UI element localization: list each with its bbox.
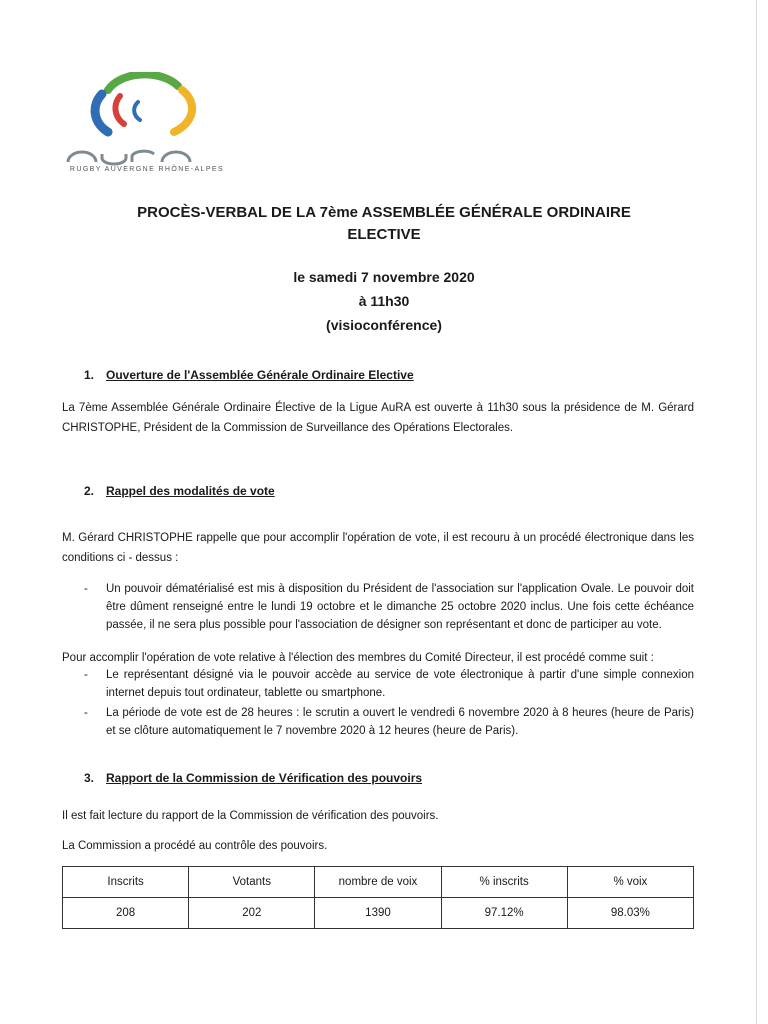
section-3-heading	[84, 771, 422, 785]
bullet-dash: -	[84, 583, 88, 595]
list-item	[62, 666, 694, 702]
cell-votants: 202	[189, 898, 315, 929]
list-item	[62, 704, 694, 740]
bullet-text: Le représentant désigné via le pouvoir accède au service de vote électronique à partir d'une simple connexion internet depuis tout ordinateur, tablette ou smartphone.	[106, 669, 694, 699]
bullet-dash: -	[84, 707, 88, 719]
section-3-title: Rapport de la Commission de Vérification des pouvoirs	[106, 771, 423, 785]
powers-table	[62, 866, 694, 929]
voting-proxy-list	[62, 580, 694, 636]
logo-tagline: RUGBY AUVERGNE RHÔNE-ALPES	[69, 166, 225, 173]
bullet-text: La période de vote est de 28 heures : le scrutin a ouvert le vendredi 6 novembre 2020 à 8 heures (heure de Paris) et se clôture automatiquement le 7 novembre 2020 à 12 heures (heure de Paris).	[106, 707, 694, 737]
section-1-title: Ouverture de l'Assemblée Générale Ordinaire Elective	[106, 368, 414, 382]
section-1-heading	[84, 368, 414, 382]
table-row	[63, 898, 694, 929]
cell-pct-voix: 98.03%	[567, 898, 693, 929]
header-pct-voix: % voix	[567, 867, 693, 898]
meeting-info	[60, 265, 708, 337]
title-line-1: PROCÈS-VERBAL DE LA 7ème ASSEMBLÉE GÉNÉRALE ORDINAIRE	[137, 204, 631, 221]
section-3-para-1: Il est fait lecture du rapport de la Commission de vérification des pouvoirs.	[62, 810, 439, 822]
section-1-body: La 7ème Assemblée Générale Ordinaire Élective de la Ligue AuRA est ouverte à 11h30 sous la présidence de M. Gérard CHRISTOPHE, Président de la Commission de Surveillance des Opérations Electorales.	[62, 402, 694, 434]
header-inscrits: Inscrits	[63, 867, 189, 898]
aura-logo	[62, 72, 232, 182]
aura-logo-graphic	[62, 72, 232, 167]
table-header-row	[63, 867, 694, 898]
header-pct-inscrits: % inscrits	[441, 867, 567, 898]
title-line-2: ELECTIVE	[347, 226, 421, 243]
meeting-date: le samedi 7 novembre 2020	[293, 269, 475, 285]
scan-edge-line	[756, 0, 757, 1024]
header-nombre-de-voix: nombre de voix	[315, 867, 441, 898]
section-2-intro: M. Gérard CHRISTOPHE rappelle que pour accomplir l'opération de vote, il est recouru à un procédé électronique dans les conditions ci - dessus :	[62, 532, 694, 564]
section-1-number: 1.	[84, 368, 95, 382]
meeting-time: à 11h30	[358, 293, 410, 309]
document-title	[60, 202, 708, 246]
bullet-dash: -	[84, 669, 88, 681]
voting-procedure-list	[62, 666, 694, 742]
section-2-number: 2.	[84, 484, 95, 498]
bullet-text: Un pouvoir dématérialisé est mis à disposition du Président de l'association sur l'application Ovale. Le pouvoir doit être dûment renseigné entre le lundi 19 octobre et le dimanche 25 octobre 2020 inclus. Une fois cette échéance passée, il ne sera plus possible pour l'association de désigner son représentant et donc de participer au vote.	[106, 583, 694, 631]
section-2-title: Rappel des modalités de vote	[106, 484, 275, 498]
section-2-heading	[84, 484, 275, 498]
cell-pct-inscrits: 97.12%	[441, 898, 567, 929]
cell-nombre-de-voix: 1390	[315, 898, 441, 929]
header-votants: Votants	[189, 867, 315, 898]
list-item	[62, 580, 694, 634]
meeting-mode: (visioconférence)	[326, 317, 442, 333]
cell-inscrits: 208	[63, 898, 189, 929]
section-3-number: 3.	[84, 771, 95, 785]
section-3-para-2: La Commission a procédé au contrôle des pouvoirs.	[62, 840, 328, 852]
section-2-intro-2: Pour accomplir l'opération de vote relative à l'élection des membres du Comité Directeur, il est procédé comme suit :	[62, 652, 654, 664]
